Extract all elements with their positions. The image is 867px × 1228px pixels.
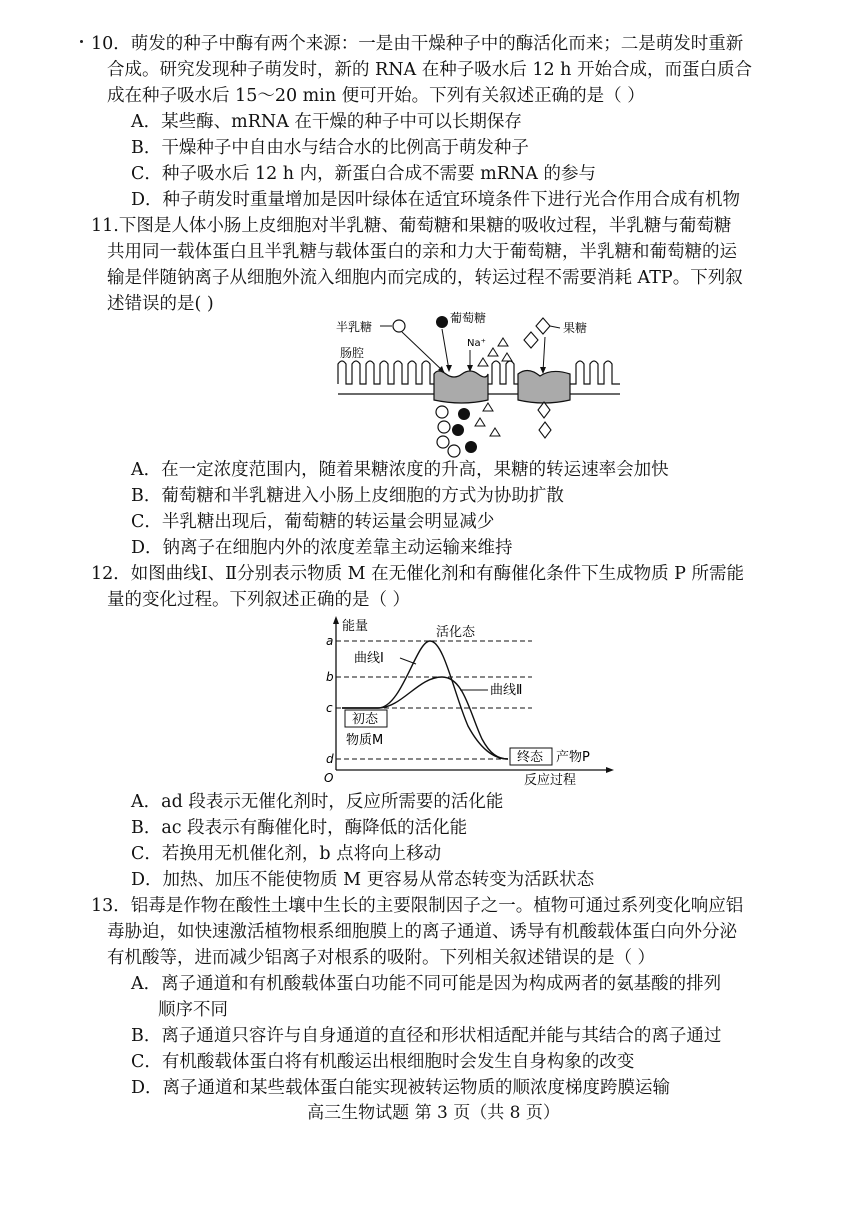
fructose-leader [550,326,560,328]
page-footer: 高三生物试题 第 3 页（共 8 页） [307,1103,560,1123]
q12-option-d: D．加热、加压不能使物质 M 更容易从常态转变为活跃状态 [131,870,595,890]
fructose-molecule [536,318,550,334]
glucose-arrow [442,329,449,370]
q11-option-b: B．葡萄糖和半乳糖进入小肠上皮细胞的方式为协助扩散 [131,486,564,506]
glucose-molecule [465,441,477,453]
initial-state-label: 初态 [352,712,379,727]
q11-option-c: C．半乳糖出现后，葡萄糖的转运量会明显减少 [131,512,495,532]
x-axis-label: 反应过程 [524,773,577,788]
product-p-label: 产物P [556,750,590,765]
galactose-molecule [436,406,448,418]
q10-option-c: C．种子吸水后 12 h 内，新蛋白合成不需要 mRNA 的参与 [131,164,596,184]
q11-stem-line-4: 述错误的是( ) [107,294,214,314]
x-axis-arrow [606,767,614,773]
intestine-transport-figure [330,306,630,458]
q13-stem-line-1: 13．铝毒是作物在酸性土壤中生长的主要限制因子之一。植物可通过系列变化响应铝 [91,896,744,916]
glucose-molecule [436,316,448,328]
q10-option-a: A．某些酶、mRNA 在干燥的种子中可以长期保存 [131,112,522,132]
q12-option-c: C．若换用无机催化剂，b 点将向上移动 [131,844,442,864]
origin-label: O [324,771,334,785]
galactose-molecule [393,320,405,332]
final-state-label: 终态 [517,750,544,765]
q11-option-d: D．钠离子在细胞内外的浓度差靠主动运输来维持 [131,538,513,558]
sodium-ion [490,428,500,436]
fructose-molecule [538,402,550,418]
q10-stem-line-1: 10．萌发的种子中酶有两个来源：一是由干燥种子中的酶活化而来；二是萌发时重新 [91,34,744,54]
level-b-label: b [326,670,334,684]
curve-one-label: 曲线Ⅰ [354,651,384,666]
q13-option-a-continued: 顺序不同 [158,1000,228,1020]
y-axis-arrow [333,616,339,624]
q11-stem-line-2: 共用同一载体蛋白且半乳糖与载体蛋白的亲和力大于葡萄糖，半乳糖和葡萄糖的运 [107,242,737,262]
q13-option-d: D．离子通道和某些载体蛋白能实现被转运物质的顺浓度梯度跨膜运输 [131,1078,671,1098]
fructose-molecule [524,332,538,348]
q12-stem-line-2: 量的变化过程。下列叙述正确的是（ ） [107,590,411,610]
energy-curve-figure [318,614,618,790]
lumen-label: 肠腔 [340,346,365,360]
glucose-molecule [452,424,464,436]
fructose-label: 果糖 [563,321,588,335]
q13-option-b: B．离子通道只容许与自身通道的直径和形状相适配并能与其结合的离子通过 [131,1026,722,1046]
galactose-molecule [448,445,460,457]
y-axis-label: 能量 [342,619,369,634]
q13-option-a: A．离子通道和有机酸载体蛋白功能不同可能是因为构成两者的氨基酸的排列 [131,974,722,994]
q10-option-b: B．干燥种子中自由水与结合水的比例高于萌发种子 [131,138,529,158]
sodium-ion [478,358,488,366]
margin-dot [80,40,83,43]
sodium-ion [502,353,512,361]
q12-option-a: A．ad 段表示无催化剂时，反应所需要的活化能 [131,792,504,812]
sglt-carrier-protein [434,371,488,403]
q13-stem-line-2: 毒胁迫，如快速激活植物根系细胞膜上的离子通道、诱导有机酸载体蛋白向外分泌 [107,922,737,942]
sodium-ion [483,403,493,411]
glut5-carrier-protein [518,370,570,403]
sodium-ion [498,338,508,346]
q11-stem-line-3: 输是伴随钠离子从细胞外流入细胞内而完成的，转运过程不需要消耗 ATP。下列叙 [107,268,743,288]
arrow-head [446,365,452,372]
substance-m-label: 物质M [346,733,384,748]
q13-option-c: C．有机酸载体蛋白将有机酸运出根细胞时会发生自身构象的改变 [131,1052,635,1072]
galactose-molecule [437,436,449,448]
curve-two-label: 曲线Ⅱ [490,683,523,698]
level-c-label: c [326,701,333,715]
fructose-molecule [539,422,551,438]
glucose-label: 葡萄糖 [450,311,487,325]
level-d-label: d [326,752,334,766]
galactose-label: 半乳糖 [336,320,373,334]
level-a-label: a [326,634,334,648]
q11-option-a: A．在一定浓度范围内，随着果糖浓度的升高，果糖的转运速率会加快 [131,460,669,480]
sodium-ion [488,348,498,356]
q10-stem-line-2: 合成。研究发现种子萌发时，新的 RNA 在种子吸水后 12 h 开始合成，而蛋白质合 [107,60,752,80]
fructose-arrow [543,337,545,372]
q12-option-b: B．ac 段表示有酶催化时，酶降低的活化能 [131,818,468,838]
galactose-molecule [438,421,450,433]
q10-stem-line-3: 成在种子吸水后 15～20 min 便可开始。下列有关叙述正确的是（ ） [107,86,645,106]
q11-stem-line-1: 11.下图是人体小肠上皮细胞对半乳糖、葡萄糖和果糖的吸收过程，半乳糖与葡萄糖 [91,216,732,236]
q10-option-d: D．种子萌发时重量增加是因叶绿体在适宜环境条件下进行光合作用合成有机物 [131,190,741,210]
glucose-molecule [458,408,470,420]
q13-stem-line-3: 有机酸等，进而减少铝离子对根系的吸附。下列相关叙述错误的是（ ） [107,948,656,968]
activated-state-label: 活化态 [436,625,476,640]
q12-stem-line-1: 12．如图曲线Ⅰ、Ⅱ分别表示物质 M 在无催化剂和有酶催化条件下生成物质 P 所需能 [91,564,745,584]
sodium-ion [475,418,485,426]
sodium-label: Na⁺ [467,338,486,349]
